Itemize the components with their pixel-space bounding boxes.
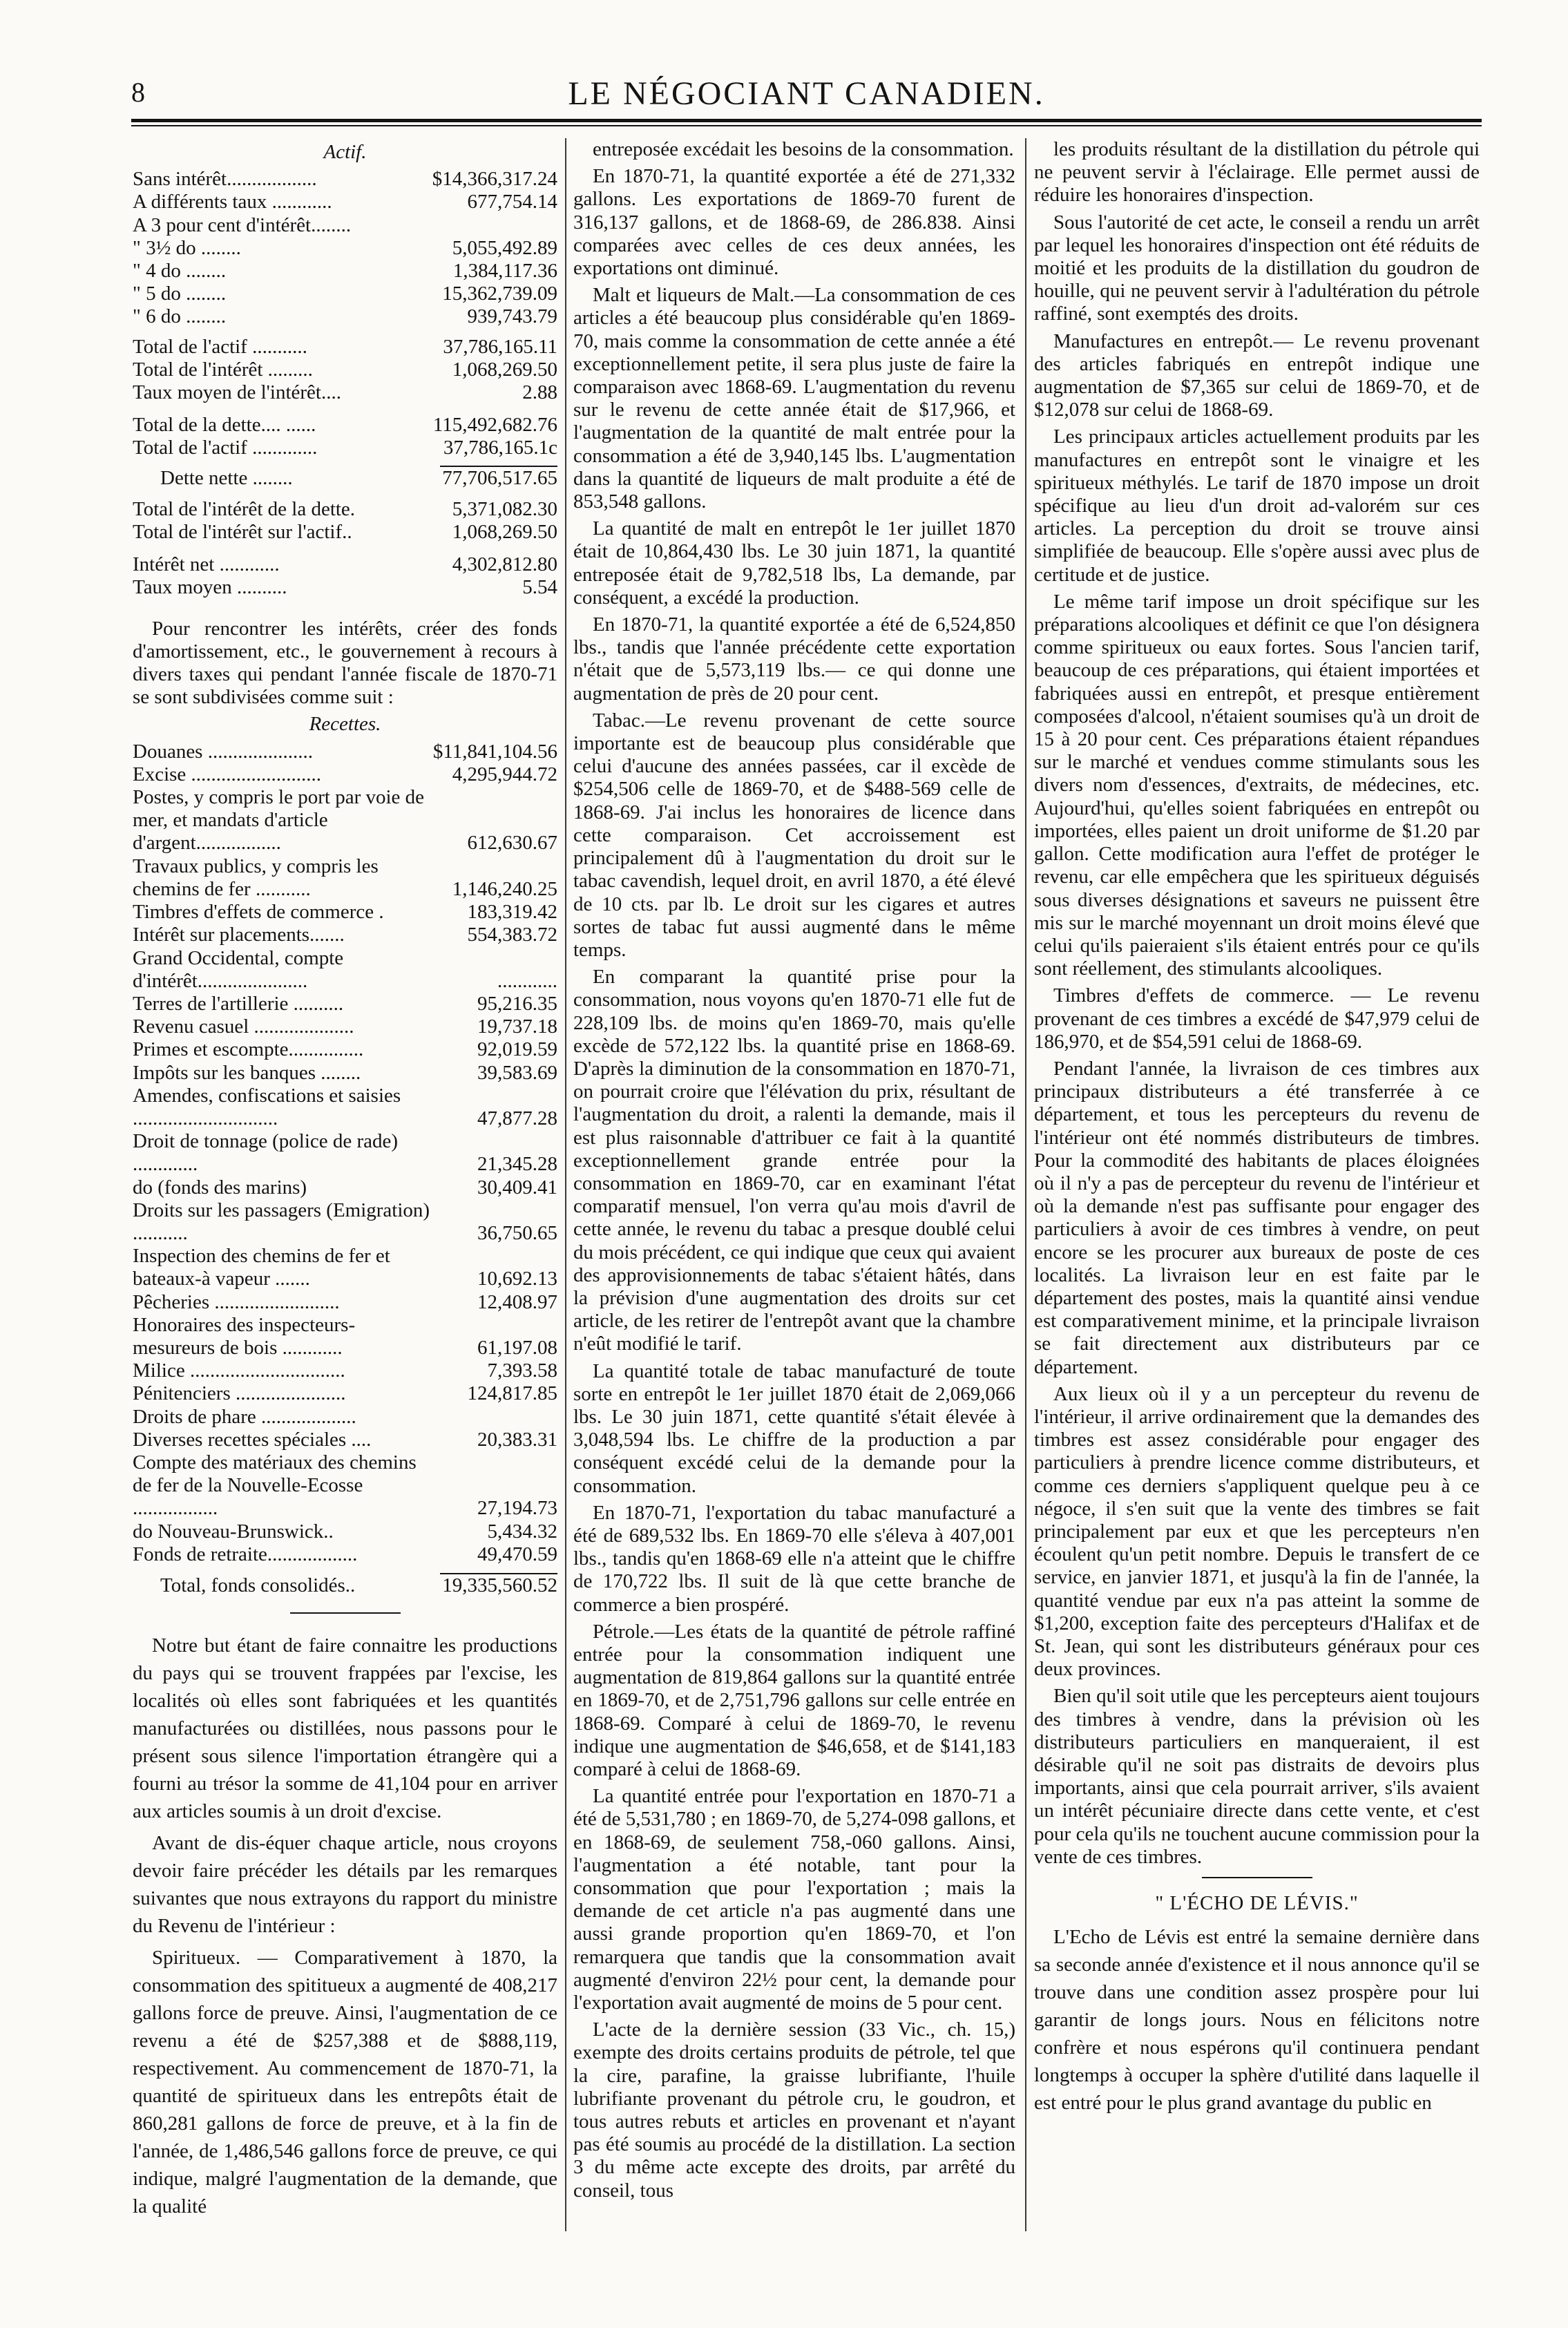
row-amount: 124,817.85 xyxy=(467,1382,557,1405)
recettes-row xyxy=(133,1382,557,1405)
row-label: Intérêt net ............ xyxy=(133,553,280,576)
row-amount: 115,492,682.76 xyxy=(432,414,557,437)
actif-row xyxy=(133,168,557,191)
row-amount: 939,743.79 xyxy=(467,305,557,328)
row-amount xyxy=(433,1406,557,1429)
debt-table xyxy=(133,414,557,459)
interest-row xyxy=(133,521,557,544)
row-label: Grand Occidental, compte d'intérêt...................... xyxy=(133,946,344,992)
paragraph: Manufactures en entrepôt.— Le revenu provenant des articles fabriqués en entrepôt indique une augmentation de $7,365 sur celui de 1869-70, et de $12,078 sur celui de 1868-69. xyxy=(1034,330,1480,421)
row-amount xyxy=(432,214,557,237)
paragraph: Aux lieux où il y a un percepteur du revenu de l'intérieur, il arrive ordinairement que la demandes des timbres est assez considérable pour engager des particuliers à prendre licence comme distributeurs, et comme ces derniers s'appliquent quelque peu à ce négoce, il s'en suit que la vente des timbres se fait principalement par eux et que les percepteurs n'en écoulent qu'un petit nombre. Depuis le transfert de ce service, en janvier 1871, et jusqu'à la fin de l'année, la quantité vendue par eux n'a pas atteint la somme de $1,200, exception faite des percepteurs d'Halifax et de St. Jean, qui sont les distributeurs généraux pour ces deux provinces. xyxy=(1034,1382,1480,1681)
row-amount: 39,583.69 xyxy=(477,1061,557,1084)
row-label: Honoraires des inspecteurs-mesureurs de bois ............ xyxy=(133,1313,356,1359)
row-label: Compte des matériaux des chemins de fer de la Nouvelle-Ecosse ................. xyxy=(133,1451,417,1520)
row-label: Amendes, confiscations et saisies ............................. xyxy=(133,1084,401,1129)
recettes-row xyxy=(133,1062,557,1085)
column-3 xyxy=(1034,138,1480,2231)
row-label: Total de l'intérêt de la dette. xyxy=(133,497,356,520)
row-label: Droits de phare ................... xyxy=(133,1405,356,1428)
row-amount: 183,319.42 xyxy=(467,901,557,924)
paragraph: Timbres d'effets de commerce. — Le revenu provenant de ces timbres a excédé de $47,979 celui de 186,970, et de $54,591 celui de 1868-69. xyxy=(1034,984,1480,1053)
debt-row xyxy=(133,437,557,459)
actif-row xyxy=(133,283,557,305)
paragraph: Avant de dis-équer chaque article, nous croyons devoir faire précéder les détails par les remarques suivantes que nous extrayons du rapport du ministre du Revenu de l'intérieur : xyxy=(133,1832,557,1938)
echo-heading: " L'ÉCHO DE LÉVIS." xyxy=(1155,1892,1359,1915)
paragraph: Pendant l'année, la livraison de ces timbres aux principaux distributeurs a été transferrée à ce département, et tous les percepteurs du revenu de l'intérieur ont été nommés distributeurs de timbres. Pour la commodité des habitants de places éloignées où il n'y a pas de percepteur du revenu de l'intérieur et où la demande n'est pas suffisante pour engager des particuliers à avoir de ces timbres à vendre, on peut encore se les procurer aux bureaux de poste de ces localités. La livraison leur en est faite par le département des postes, mais la quantité ainsi vendue est comparativement minime, et la principale livraison se fait directement aux distributeurs par ce département. xyxy=(1034,1057,1480,1378)
actif-heading: Actif. xyxy=(323,141,367,163)
recettes-row xyxy=(133,1429,557,1451)
row-label: Intérêt sur placements....... xyxy=(133,924,345,946)
recettes-total-row xyxy=(133,1574,557,1597)
actif-table xyxy=(133,168,557,328)
column-2-body xyxy=(573,138,1015,2202)
row-label: Total de l'intérêt ......... xyxy=(133,358,313,381)
row-label: Douanes ..................... xyxy=(133,740,313,763)
row-amount: 2.88 xyxy=(522,381,557,404)
section-separator xyxy=(1202,1877,1312,1878)
recettes-row xyxy=(133,1359,557,1382)
row-label: Impôts sur les banques ........ xyxy=(133,1061,361,1084)
recettes-heading: Recettes. xyxy=(309,713,381,736)
row-amount: 20,383.31 xyxy=(477,1428,557,1451)
row-label: Total de l'actif ........... xyxy=(133,335,307,358)
actif-totals-table xyxy=(133,336,557,405)
column-divider xyxy=(565,138,566,2231)
row-label: Taux moyen .......... xyxy=(133,576,287,599)
masthead-title: LE NÉGOCIANT CANADIEN. xyxy=(568,75,1045,112)
row-amount: 10,692.13 xyxy=(477,1268,557,1290)
row-amount: 1,384,117.36 xyxy=(452,260,557,283)
row-label: A 3 pour cent d'intérêt........ xyxy=(133,213,352,236)
row-label: Terres de l'artillerie .......... xyxy=(133,992,344,1015)
paragraph: Notre but étant de faire connaitre les productions du pays qui se trouvent frappées par l'excise, les localités où elles sont fabriquées et les quantités manufacturées ou distillées, nous passons pour le présent sous silence l'importation étrangère qui a fourni au trésor la somme de 41,104 pour en arriver aux articles soumis à un droit d'excise. xyxy=(133,1634,557,1823)
actif-row xyxy=(133,305,557,328)
row-label: Total, fonds consolidés.. xyxy=(160,1574,356,1596)
row-label: do (fonds des marins) xyxy=(133,1176,307,1199)
recettes-row xyxy=(133,1406,557,1429)
echo-body xyxy=(1034,1923,1480,2117)
row-amount: 95,216.35 xyxy=(477,992,557,1015)
paragraph: La quantité de malt en entrepôt le 1er juillet 1870 était de 10,864,430 lbs. Le 30 juin 1871, la quantité entreposée était de 9,782,518 lbs, La demande, par conséquent, a excédé la production. xyxy=(573,517,1015,609)
recettes-row xyxy=(133,1245,557,1290)
row-amount: 4,302,812.80 xyxy=(452,553,557,576)
paragraph: Les principaux articles actuellement produits par les manufactures en entrepôt sont le vinaigre et les spiritueux méthylés. Le tarif de 1870 impose un droit spécifique au lieu d'un droit ad-valorém sur ces articles. La perception du droit se trouve ainsi simplifiée de beaucoup. Elle s'opère aussi avec plus de certitude et de justice. xyxy=(1034,426,1480,586)
column-2 xyxy=(573,138,1015,2231)
row-amount: 554,383.72 xyxy=(467,924,557,946)
row-label: Inspection des chemins de fer et bateaux-à vapeur ....... xyxy=(133,1245,390,1290)
paragraph: L'acte de la dernière session (33 Vic., ch. 15,) exempte des droits certains produits de pétrole, tel que la cire, parafine, la graisse lubrifiante, l'huile lubrifiante provenant du pétrole cru, le goudron, et tous autres rebuts et articles en provenant et n'ayant pas été soumis au procédé de la distillation. La section 3 du même acte excepte des droits, par arrêté du conseil, tous xyxy=(573,2019,1015,2202)
paragraph: Pétrole.—Les états de la quantité de pétrole raffiné entrée pour la consommation indiquent une augmentation de 819,864 gallons sur la quantité entrée en 1869-70, et de 2,751,796 gallons sur celle entrée en 1868-69. Comparé à celui de 1869-70, le revenu indique une augmentation de $46,658, et de $141,183 comparé à celui de 1868-69. xyxy=(573,1620,1015,1781)
row-label: Milice ............................... xyxy=(133,1359,345,1382)
row-amount: 19,737.18 xyxy=(477,1015,557,1038)
page-header xyxy=(131,69,1482,117)
paragraph: En 1870-71, la quantité exportée a été de 271,332 gallons. Les exportations de 1869-70 furent de 316,137 gallons, et de 1868-69, de 286.838. Ainsi comparées avec celles de ces deux années, les exportations ont diminué. xyxy=(573,165,1015,280)
row-amount: 5,371,082.30 xyxy=(452,497,557,520)
recettes-row xyxy=(133,1130,557,1176)
row-label: Timbres d'effets de commerce . xyxy=(133,901,384,924)
paragraph: En 1870-71, la quantité exportée a été de 6,524,850 lbs., tandis que l'année précédente cette exportation n'était que de 5,573,119 lbs.— ce qui donne une augmentation de près de 20 pour cent. xyxy=(573,613,1015,705)
recettes-row xyxy=(133,1314,557,1359)
row-label: Fonds de retraite.................. xyxy=(133,1543,358,1565)
row-amount: 30,409.41 xyxy=(477,1176,557,1199)
paragraph: Bien qu'il soit utile que les percepteurs aient toujours des timbres à vendre, dans la prévision où les distributeurs particuliers en manqueraient, il est désirable qu'il ne soit pas distraits de devoirs plus importants, ainsi que cela pourrait arriver, s'ils avaient un intérêt pécuniaire directe dans cette vente, et c'est pour cela qu'ils ne touchent aucune commission pour la vente de ces timbres. xyxy=(1034,1685,1480,1868)
row-label: Primes et escompte............... xyxy=(133,1038,364,1061)
section-separator xyxy=(290,1612,401,1614)
row-label: Total de l'actif ............. xyxy=(133,437,318,459)
row-label: " 5 do ........ xyxy=(133,283,227,305)
paragraph: entreposée excédait les besoins de la consommation. xyxy=(593,138,1014,160)
row-label: " 6 do ........ xyxy=(133,305,227,328)
row-label: Diverses recettes spéciales .... xyxy=(133,1428,372,1451)
recettes-row xyxy=(133,1176,557,1199)
row-amount: 15,362,739.09 xyxy=(442,283,557,305)
row-amount: 37,786,165.1c xyxy=(443,437,557,459)
row-amount: 37,786,165.11 xyxy=(443,335,557,358)
column-3-body xyxy=(1034,138,1480,1869)
actif-row xyxy=(133,191,557,213)
recettes-row xyxy=(133,763,557,786)
recettes-table xyxy=(133,741,557,1566)
recettes-intro: Pour rencontrer les intérêts, créer des fonds d'amortissement, etc., le gouvernement à recours à divers taxes qui pendant l'année fiscale de 1870-71 se sont subdivisées comme suit : xyxy=(133,617,557,709)
row-label: Pêcheries ......................... xyxy=(133,1290,340,1313)
row-amount: 677,754.14 xyxy=(467,191,557,213)
row-amount: $14,366,317.24 xyxy=(432,168,557,191)
totals-row xyxy=(133,381,557,404)
recettes-row xyxy=(133,1543,557,1566)
paragraph: Tabac.—Le revenu provenant de cette source importante est de beaucoup plus considérable que celui d'aucune des années passées, car il excède de $254,506 celle de 1869-70, et de $488-569 celle de 1868-69. J'ai inclus les honoraires de licence dans cette comparaison. Cet accroissement est principalement dû à l'augmentation du droit sur le tabac cavendish, lequel droit, en avril 1870, a été élevé de 10 cts. par lb. Le droit sur les cigares et autres sortes de tabac fut aussi augmenté dans le même temps. xyxy=(573,709,1015,961)
recettes-row xyxy=(133,1199,557,1245)
column-divider xyxy=(1025,138,1026,2231)
actif-row xyxy=(133,260,557,283)
paragraph: La quantité entrée pour l'exportation en 1870-71 a été de 5,531,780 ; en 1869-70, de 5,274-098 gallons, et en 1868-69, de seulement 758,-060 gallons. Ainsi, l'augmentation a été notable, tant pour la consommation que pour l'exportation ; mais la demande de cet article n'a pas augmenté dans une aussi grande proportion qu'en 1869-70, et l'on remarquera que tandis que la consommation avait augmenté d'environ 22½ pour cent, la demande pour l'exportation avait augmenté de moins de 5 pour cent. xyxy=(573,1785,1015,2014)
row-amount: 4,295,944.72 xyxy=(452,763,557,785)
actif-row xyxy=(133,214,557,237)
net-interest-table xyxy=(133,553,557,599)
recettes-row xyxy=(133,1291,557,1314)
row-amount: 21,345.28 xyxy=(477,1153,557,1176)
row-label: A différents taux ............ xyxy=(133,191,332,213)
net-interest-row xyxy=(133,553,557,576)
recettes-row xyxy=(133,855,557,901)
row-label: Sans intérêt.................. xyxy=(133,168,317,191)
row-label: " 3½ do ........ xyxy=(133,236,241,259)
column-1 xyxy=(133,138,557,2231)
paragraph: En 1870-71, l'exportation du tabac manufacturé a été de 689,532 lbs. En 1869-70 elle s'éleva à 407,001 lbs., tandis qu'en 1868-69 elle n'a atteint que le chiffre de 170,722 lbs. Il suit de là que cette branche de commerce a bien prospéré. xyxy=(573,1501,1015,1616)
row-amount: 5,055,492.89 xyxy=(452,236,557,259)
row-label: Total de la dette.... ...... xyxy=(133,414,316,437)
row-label: Droit de tonnage (police de rade) ............. xyxy=(133,1130,399,1176)
debt-row xyxy=(133,414,557,437)
recettes-row xyxy=(133,1085,557,1130)
row-label: do Nouveau-Brunswick.. xyxy=(133,1520,334,1543)
row-amount: 1,146,240.25 xyxy=(452,877,557,900)
paragraph: Spiritueux. — Comparativement à 1870, la consommation des spititueux a augmenté de 408,217 gallons force de preuve. Ainsi, l'augmentation de ce revenu a été de $257,388 et de $888,119, respectivement. Au commencement de 1870-71, la quantité de spiritueux dans les entrepôts était de 860,281 gallons de force de preuve, et à la fin de l'année, de 1,486,546 gallons force de preuve, ce qui indique, malgré l'augmentation de la demande, que la qualité xyxy=(133,1947,557,2218)
row-amount: 12,408.97 xyxy=(477,1290,557,1313)
totals-row xyxy=(133,336,557,359)
column-1-body xyxy=(133,1632,557,2220)
row-amount: 1,068,269.50 xyxy=(452,521,557,544)
row-label: Revenu casuel .................... xyxy=(133,1015,354,1038)
row-label: Taux moyen de l'intérêt.... xyxy=(133,381,341,404)
row-amount: 36,750.65 xyxy=(477,1221,557,1244)
recettes-row xyxy=(133,741,557,763)
paragraph: Malt et liqueurs de Malt.—La consommation de ces articles a été beaucoup plus considérable qu'en 1869-70, mais comme la consommation de cette année a été exceptionnellement petite, il sera plus juste de faire la comparaison avec 1868-69. L'augmentation du revenu sur le revenu de cette année était de $17,966, et l'augmentation de la quantité de malt entrée pour la consommation a été de 3,940,145 lbs. L'augmentation dans la quantité de liqueurs de malt produite a été de 853,548 gallons. xyxy=(573,284,1015,513)
row-amount: 92,019.59 xyxy=(477,1038,557,1061)
interest-row xyxy=(133,498,557,521)
paragraph: En comparant la quantité prise pour la consommation, nous voyons qu'en 1870-71 elle fut de 228,109 lbs. de moins qu'en 1869-70, mais qu'elle excède de 572,122 lbs. la quantité prise en 1868-69. D'après la diminution de la consommation en 1870-71, on pourrait croire que l'élévation du prix, résultant de l'augmentation du droit, a ralenti la demande, mais il est plus raisonnable d'attribuer ce fait à la quantité exceptionnellement grande entrée pour la consommation en 1869-70, car en examinant l'état comparatif mensuel, l'on verra qu'au mois d'avril de cette année, le revenu du tabac a presque doublé celui du mois précédent, ce qui indique que ceux qui avaient des approvisionnements de tabac s'étaient hâtés, dans la prévision d'une augmentation des droits sur cet article, de les retirer de l'entrepôt avant que la chambre n'eût modifié le tarif. xyxy=(573,966,1015,1355)
row-amount: 1,068,269.50 xyxy=(452,358,557,381)
net-debt-table xyxy=(133,466,557,490)
net-interest-row xyxy=(133,576,557,599)
row-label: " 4 do ........ xyxy=(133,260,227,283)
interest-table xyxy=(133,498,557,544)
recettes-row xyxy=(133,993,557,1015)
row-amount: 7,393.58 xyxy=(487,1359,557,1382)
totals-row xyxy=(133,359,557,381)
row-label: Postes, y compris le port par voie de mer, et mandats d'article d'argent................. xyxy=(133,786,425,855)
row-amount: 19,335,560.52 xyxy=(440,1574,557,1597)
row-label: Pénitenciers ...................... xyxy=(133,1382,346,1405)
paragraph: Sous l'autorité de cet acte, le conseil a rendu un arrêt par lequel les honoraires d'inspection ont été réduits de moitié et les produits de la distillation du goudron de houille, qui ne peuvent servir à l'adultération du pétrole raffiné, sont exemptés des droits. xyxy=(1034,211,1480,325)
row-label: Total de l'intérêt sur l'actif.. xyxy=(133,521,352,544)
recettes-row xyxy=(133,786,557,855)
recettes-total-table xyxy=(133,1573,557,1597)
paragraph: La quantité totale de tabac manufacturé de toute sorte en entrepôt le 1er juillet 1870 était de 2,069,066 lbs. Le 30 juin 1871, cette quantité s'était élevée à 3,048,594 lbs. Le chiffre de la production a par conséquent excédé celui de la demande pour la consommation. xyxy=(573,1359,1015,1497)
row-amount: 77,706,517.65 xyxy=(440,466,557,490)
recettes-row xyxy=(133,901,557,924)
row-label: Travaux publics, y compris les chemins de fer ........... xyxy=(133,855,379,900)
recettes-row xyxy=(133,1015,557,1038)
recettes-row xyxy=(133,1520,557,1543)
row-amount: 612,630.67 xyxy=(467,832,557,855)
row-amount: 5,434.32 xyxy=(487,1520,557,1543)
row-amount: 49,470.59 xyxy=(477,1543,557,1565)
row-amount: $11,841,104.56 xyxy=(432,740,557,763)
actif-row xyxy=(133,237,557,260)
row-label: Dette nette ........ xyxy=(160,466,293,489)
paragraph: Le même tarif impose un droit spécifique sur les préparations alcooliques et définit ce que l'on désignera comme spiritueux ou eaux fortes. Sous l'ancien tarif, beaucoup de ces préparations, qui étaient importées et fabriquées aussi en entrepôt, et presque entièrement composées d'alcool, n'étaient soumises qu'à un droit de 15 à 20 pour cent. Ces préparations étaient répandues sur le marché et vendues comme stimulants sous les divers nom d'essences, d'extraits, de médecines, etc. Aujourd'hui, qu'elles soient fabriquées en entrepôt ou importées, elles paient un droit uniforme de $1.20 par gallon. Cette modification aura l'effet de protéger le revenu, car elle empêchera que les spiritueux déguisés sous diverses désignations et saveurs ne puissent être mis sur le marché moyennant un droit moins élevé que celui qu'ils paieraient s'ils étaient entrés pour ce qu'ils sont réellement, des stimulants alcooliques. xyxy=(1034,590,1480,980)
recettes-row xyxy=(133,947,557,993)
row-amount: ............ xyxy=(497,969,557,992)
page-number: 8 xyxy=(131,77,145,108)
row-amount: 47,877.28 xyxy=(477,1107,557,1129)
row-amount: 5.54 xyxy=(522,576,557,599)
row-label: Droits sur les passagers (Emigration) ........... xyxy=(133,1199,430,1244)
row-label: Excise .......................... xyxy=(133,763,322,785)
header-rule-thin xyxy=(131,125,1482,126)
recettes-row xyxy=(133,1451,557,1520)
row-amount: 27,194.73 xyxy=(477,1497,557,1520)
paragraph: L'Echo de Lévis est entré la semaine dernière dans sa seconde année d'existence et il nous annonce qu'il se trouve dans une condition assez prospère pour lui garantir de longs jours. Nous en félicitons notre confrère et nous espérons qu'il continuera pendant longtemps à occuper la sphère d'utilité dans laquelle il est entré pour le plus grand avantage du public en xyxy=(1034,1926,1480,2115)
paragraph: les produits résultant de la distillation du pétrole qui ne peuvent servir à l'éclairage. Elle permet aussi de réduire les honoraires d'inspection. xyxy=(1034,138,1480,207)
row-amount: 61,197.08 xyxy=(477,1336,557,1359)
recettes-row xyxy=(133,924,557,946)
dette-nette-row xyxy=(133,466,557,490)
recettes-row xyxy=(133,1038,557,1061)
header-rule-thick xyxy=(131,119,1482,122)
